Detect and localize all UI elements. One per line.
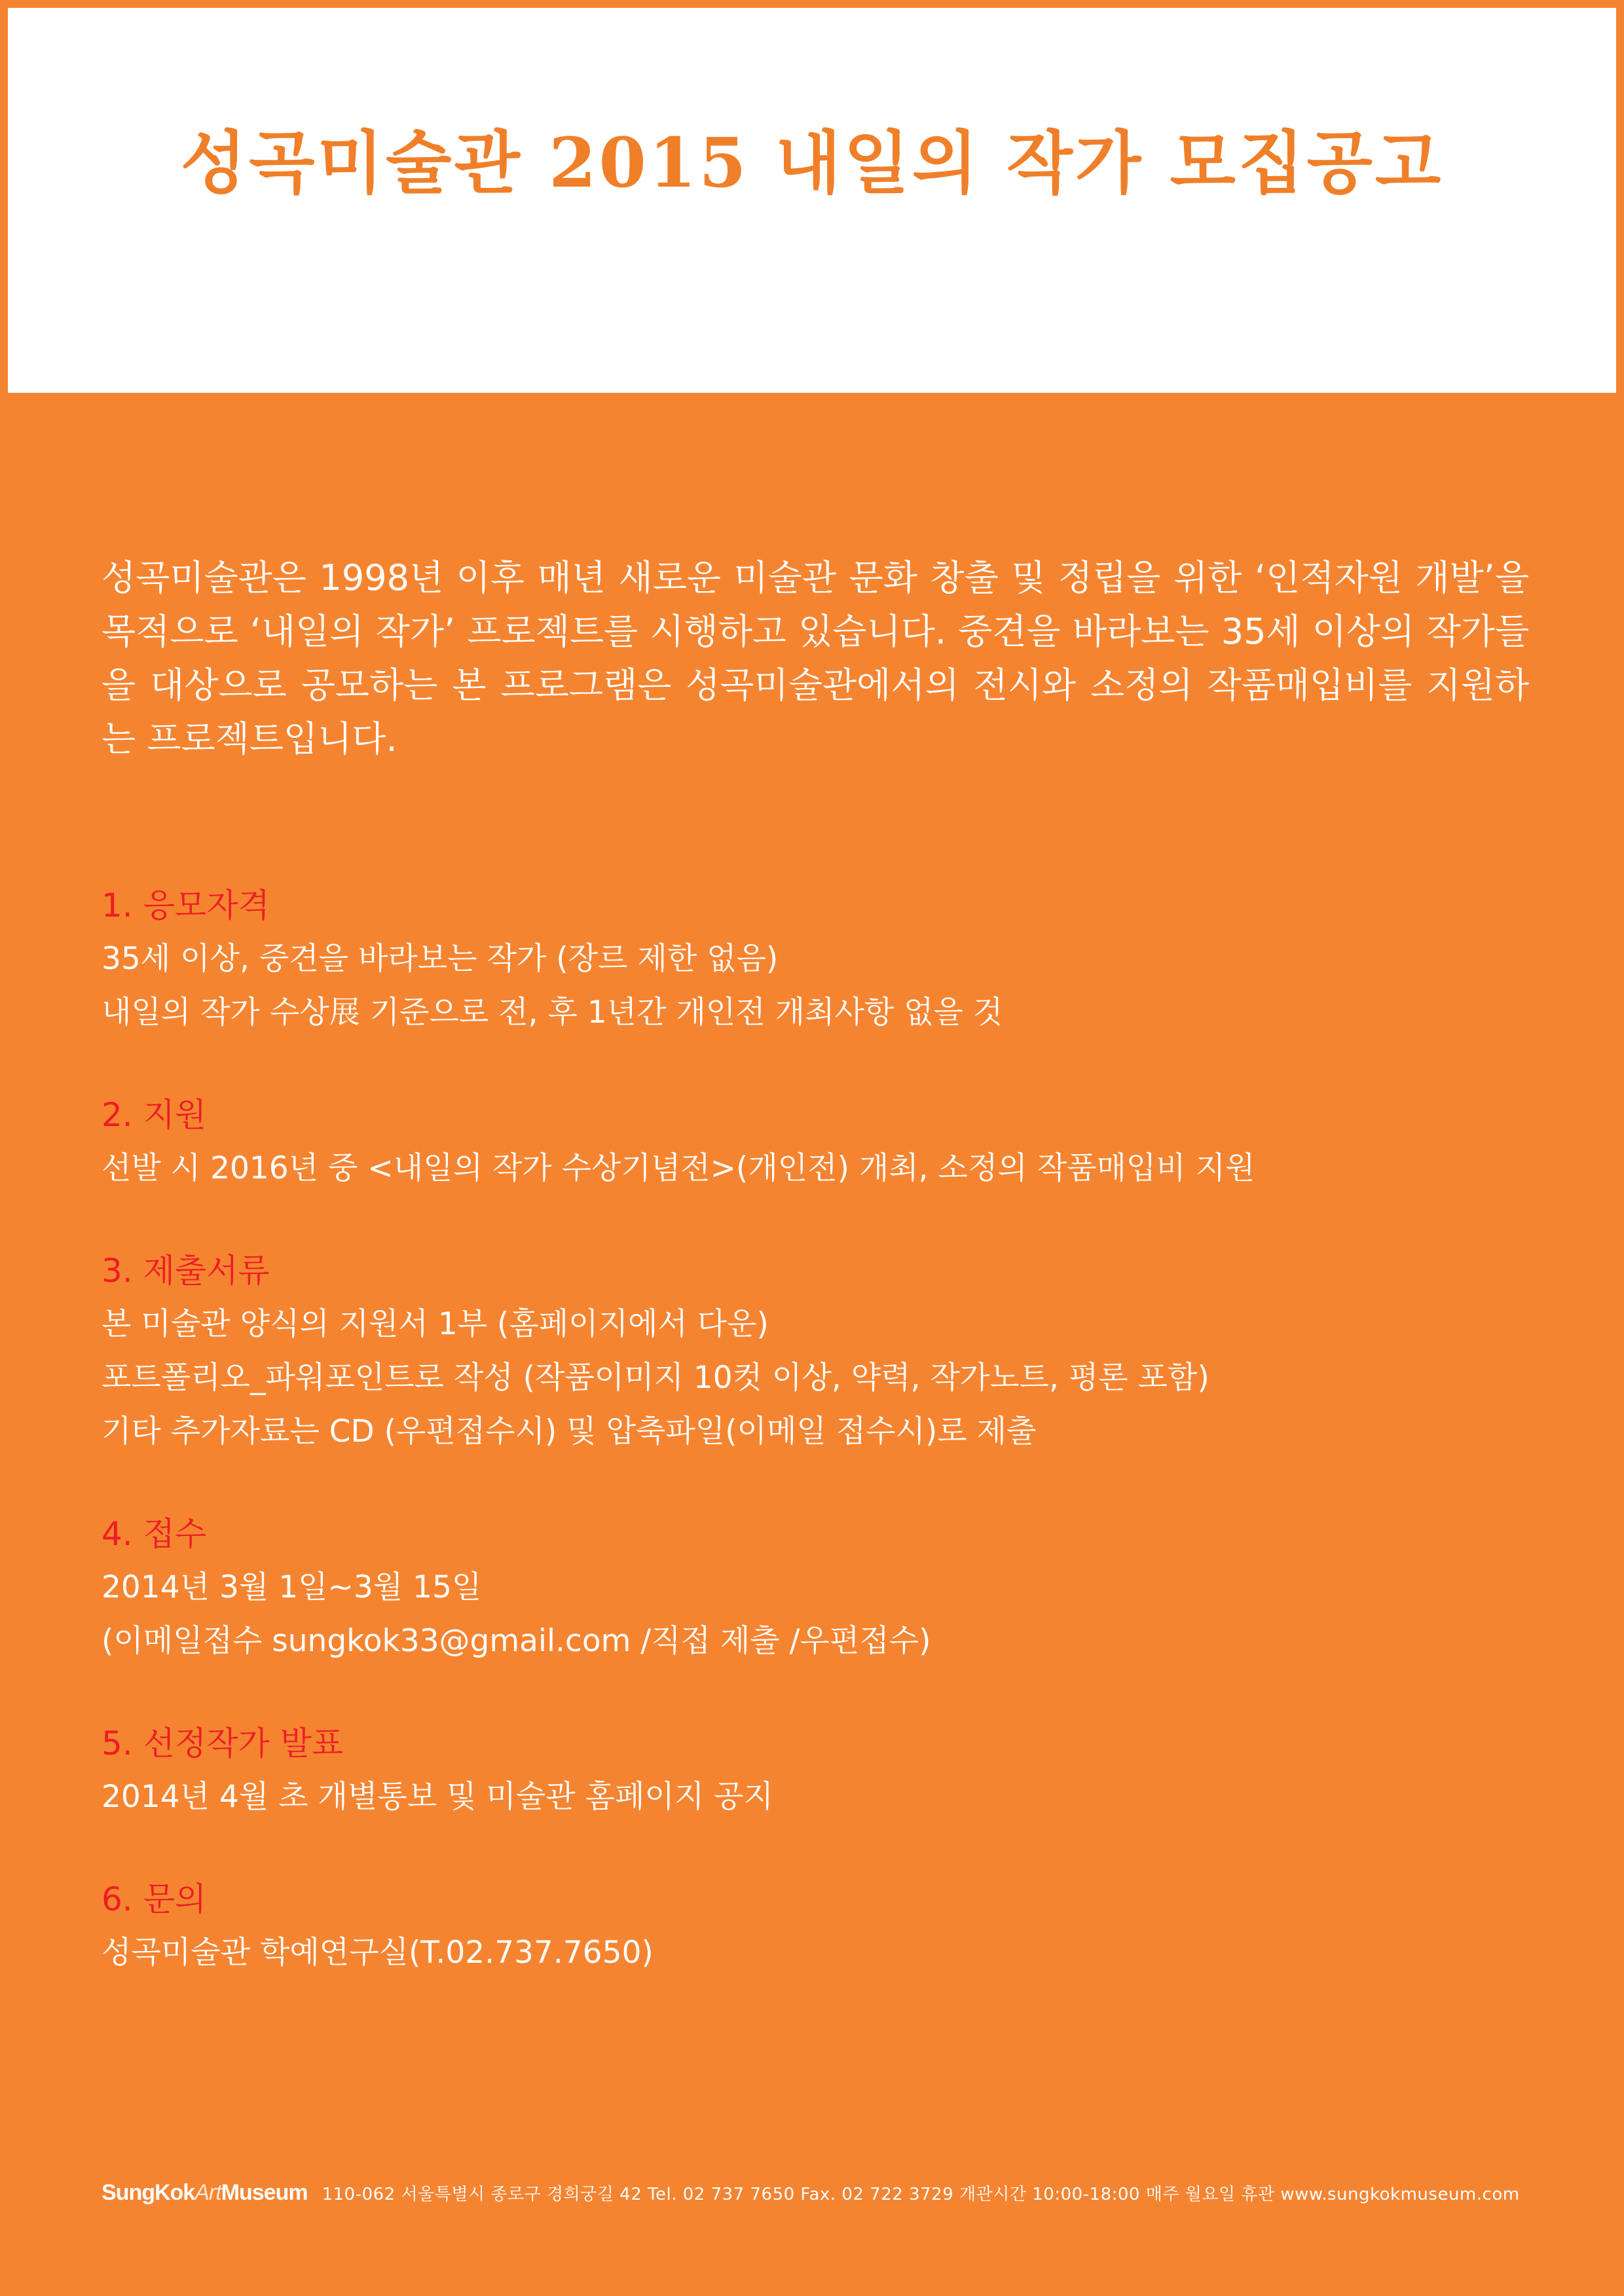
logo-text-art: Art: [194, 2180, 221, 2205]
section-heading: 2. 지원: [101, 1096, 207, 1134]
section-heading: 3. 제출서류: [101, 1252, 270, 1290]
section-eligibility: [101, 879, 1529, 1040]
section-line: 성곡미술관 학예연구실(T.02.737.7650): [101, 1935, 654, 1971]
section-line: 본 미술관 양식의 지원서 1부 (홈페이지에서 다운): [101, 1306, 769, 1342]
section-contact: [101, 1872, 1529, 1980]
section-line: 2014년 4월 초 개별통보 및 미술관 홈페이지 공지: [101, 1779, 773, 1815]
section-announcement: [101, 1717, 1529, 1824]
page-title: 성곡미술관 2015 내일의 작가 모집공고: [180, 122, 1444, 203]
logo-text-museum: Museum: [221, 2180, 308, 2205]
section-heading: 5. 선정작가 발표: [101, 1724, 344, 1762]
section-line: 기타 추가자료는 CD (우편접수시) 및 압축파일(이메일 접수시)로 제출: [101, 1413, 1037, 1449]
section-line: (이메일접수 sungkok33@gmail.com /직접 제출 /우편접수): [101, 1623, 931, 1659]
museum-logo: [101, 2180, 308, 2206]
section-line: 포트폴리오_파워포인트로 작성 (작품이미지 10컷 이상, 약력, 작가노트, 평론 포함): [101, 1360, 1209, 1396]
sections-list: [101, 879, 1529, 2028]
section-line: 2014년 3월 1일~3월 15일: [101, 1569, 482, 1605]
section-support: [101, 1088, 1529, 1195]
section-line: 내일의 작가 수상展 기준으로 전, 후 1년간 개인전 개최사항 없을 것: [101, 994, 1003, 1030]
title-panel: [8, 8, 1616, 393]
section-heading: 1. 응모자격: [101, 886, 270, 924]
footer-contact-info: 110-062 서울특별시 종로구 경희궁길 42 Tel. 02 737 7650 Fax. 02 722 3729 개관시간 10:00-18:00 매주 월요일 휴관 www.sungkokmuseum.com: [322, 2185, 1520, 2204]
logo-text-sungkok: SungKok: [101, 2180, 195, 2205]
section-line: 선발 시 2016년 중 <내일의 작가 수상기념전>(개인전) 개최, 소정의 작품매입비 지원: [101, 1150, 1255, 1186]
section-heading: 6. 문의: [101, 1880, 207, 1918]
intro-paragraph: 성곡미술관은 1998년 이후 매년 새로운 미술관 문화 창출 및 정립을 위한 ‘인적자원 개발’을 목적으로 ‘내일의 작가’ 프로젝트를 시행하고 있습니다. 중견을 바라보는 35세 이상의 작가들을 대상으로 공모하는 본 프로그램은 성곡미술관에서의 전시와 소정의 작품매입비를 지원하는 프로젝트입니다.: [101, 557, 1529, 759]
section-heading: 4. 접수: [101, 1515, 207, 1553]
section-line: 35세 이상, 중견을 바라보는 작가 (장르 제한 없음): [101, 941, 779, 977]
section-submission: [101, 1507, 1529, 1668]
footer: [101, 2180, 1529, 2206]
section-documents: [101, 1244, 1529, 1459]
